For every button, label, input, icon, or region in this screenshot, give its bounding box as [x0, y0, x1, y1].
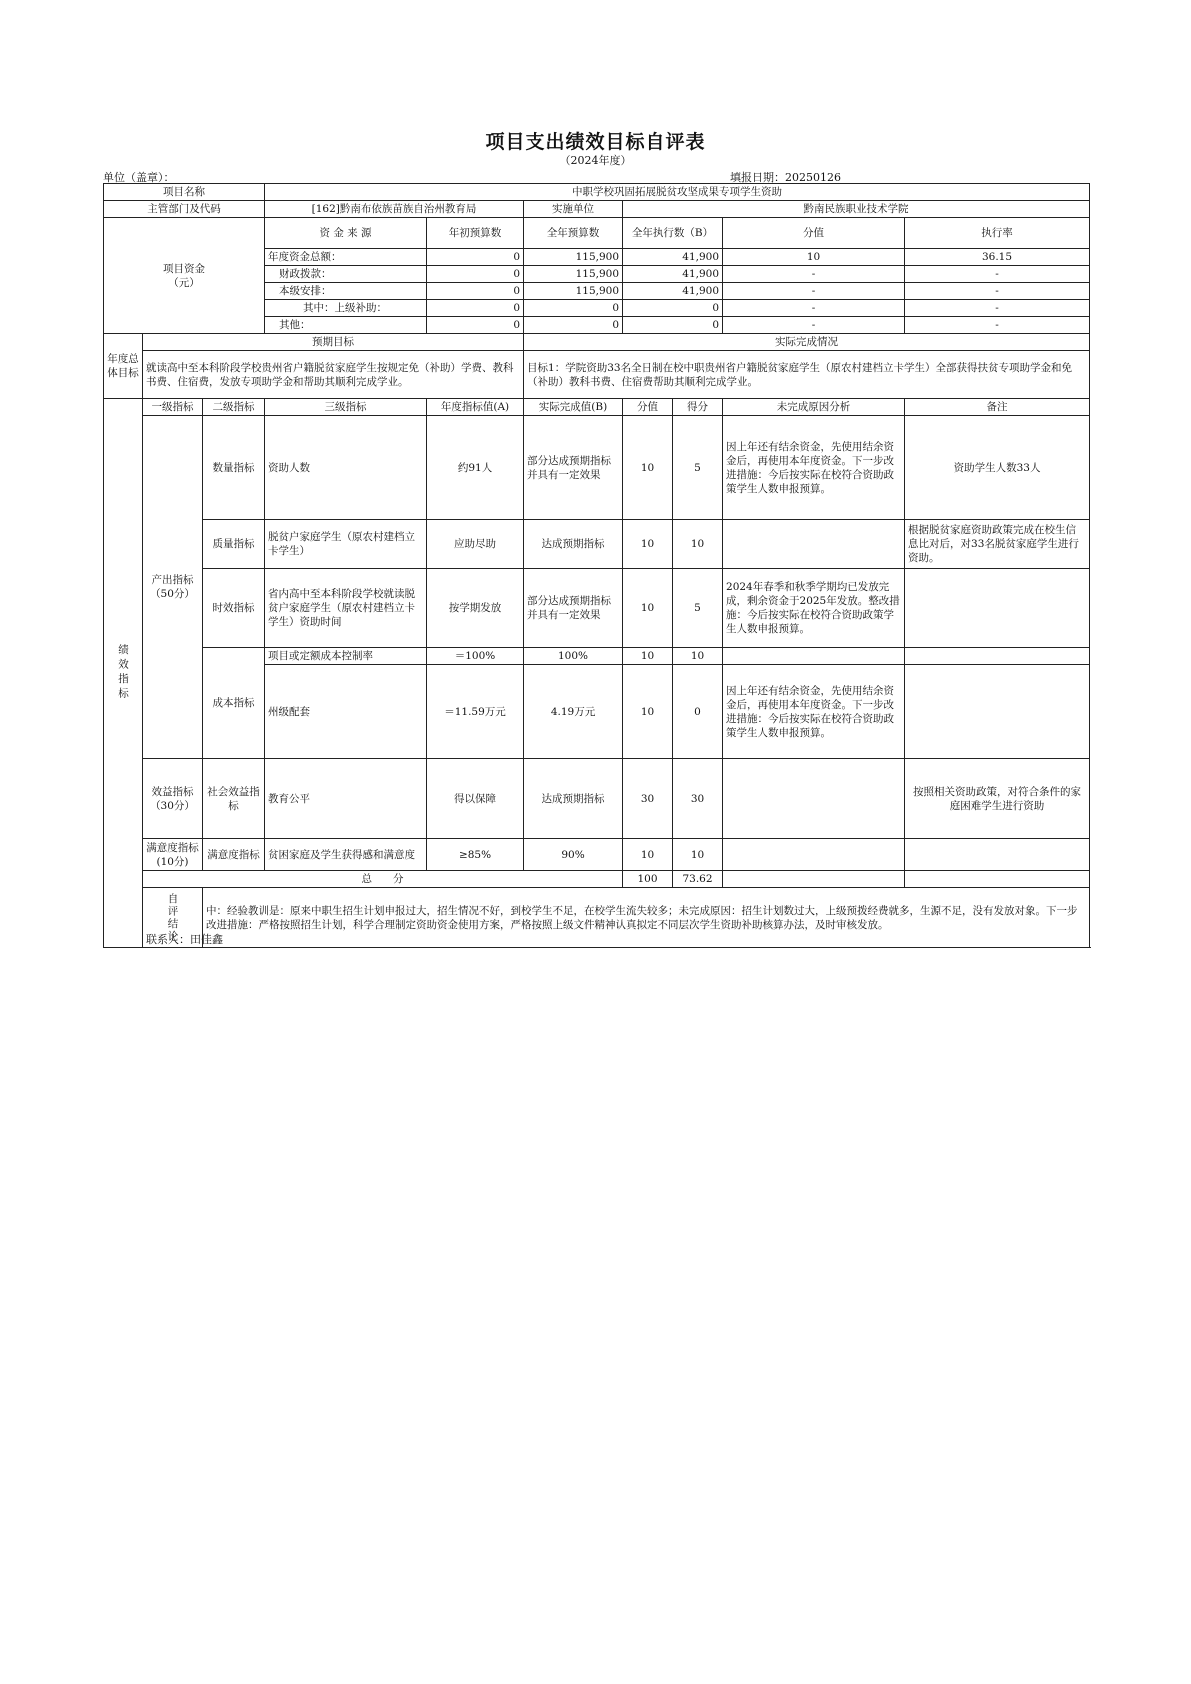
score-cell: 10	[673, 648, 723, 665]
impl-label: 实施单位	[524, 201, 623, 218]
level2-cell: 时效指标	[203, 569, 265, 648]
note-cell: 根据脱贫家庭资助政策完成在校生信息比对后，对33名脱贫家庭学生进行资助。	[905, 520, 1090, 569]
funds-score-value: 10	[723, 249, 905, 266]
dept-label: 主管部门及代码	[104, 201, 265, 218]
funds-header-annual: 全年预算数	[524, 218, 623, 249]
level2-cell: 社会效益指标	[203, 759, 265, 839]
funds-label	[104, 218, 265, 334]
funds-header-source: 资 金 来 源	[265, 218, 427, 249]
funds-executed: 0	[623, 300, 723, 317]
funds-score-value: -	[723, 317, 905, 334]
funds-executed: 41,900	[623, 283, 723, 300]
level2-cell: 满意度指标	[203, 839, 265, 871]
level1-output: 产出指标（50分）	[143, 416, 203, 759]
actual-cell: 100%	[524, 648, 623, 665]
indicator-row	[104, 416, 1090, 520]
total-reason-empty	[723, 871, 905, 888]
header-level1: 一级指标	[143, 399, 203, 416]
level3-cell: 项目或定额成本控制率	[265, 648, 427, 665]
target-cell: ＝100%	[427, 648, 524, 665]
reason-cell: 因上年还有结余资金，先使用结余资金后，再使用本年度资金。下一步改进措施：今后按实际在校符合资助政策学生人数申报预算。	[723, 665, 905, 759]
header-note: 备注	[905, 399, 1090, 416]
funds-annual: 115,900	[524, 266, 623, 283]
project-name-label: 项目名称	[104, 184, 265, 201]
target-cell: ＝11.59万元	[427, 665, 524, 759]
reason-cell: 因上年还有结余资金，先使用结余资金后，再使用本年度资金。下一步改进措施：今后按实际在校符合资助政策学生人数申报预算。	[723, 416, 905, 520]
funds-rate: 36.15	[905, 249, 1090, 266]
fill-date: 填报日期：20250126	[730, 171, 841, 184]
level1-satisfaction: 满意度指标(10分)	[143, 839, 203, 871]
reason-cell	[723, 520, 905, 569]
header-value: 分值	[623, 399, 673, 416]
indicator-row	[104, 520, 1090, 569]
indicator-row	[104, 569, 1090, 648]
funds-header-score-value: 分值	[723, 218, 905, 249]
level3-cell: 省内高中至本科阶段学校就读脱贫户家庭学生（原农村建档立卡学生）资助时间	[265, 569, 427, 648]
funds-rate: -	[905, 266, 1090, 283]
conclusion-text: 中：经验教训是：原来中职生招生计划申报过大，招生情况不好，到校学生不足，在校学生流失较多；未完成原因：招生计划数过大，上级预拨经费就多，生源不足，没有发放对象。下一步改进措施：严格按照招生计划，科学合理制定资助资金使用方案，严格按照上级文件精神认真拟定不同层次学生资助补助核算办法，及时审核发放。	[203, 888, 1090, 948]
funds-initial: 0	[427, 300, 524, 317]
level2-cell: 质量指标	[203, 520, 265, 569]
score-cell: 0	[673, 665, 723, 759]
self-evaluation-table	[103, 183, 1090, 948]
funds-annual: 115,900	[524, 249, 623, 266]
score-cell: 10	[673, 839, 723, 871]
funds-rate: -	[905, 300, 1090, 317]
funds-header-rate: 执行率	[905, 218, 1090, 249]
funds-header-executed: 全年执行数（B）	[623, 218, 723, 249]
note-cell	[905, 648, 1090, 665]
score-cell: 30	[673, 759, 723, 839]
annual-goal-label: 年度总体目标	[104, 334, 143, 399]
page-title: 项目支出绩效目标自评表	[485, 131, 706, 153]
header-score: 得分	[673, 399, 723, 416]
funds-source: 年度资金总额：	[265, 249, 427, 266]
funds-label-line1: 项目资金	[163, 262, 205, 275]
funds-score-value: -	[723, 283, 905, 300]
impl-value: 黔南民族职业技术学院	[623, 201, 1090, 218]
value-cell: 30	[623, 759, 673, 839]
expected-goal-header: 预期目标	[143, 334, 524, 351]
funds-executed: 41,900	[623, 266, 723, 283]
funds-source: 本级安排：	[265, 283, 427, 300]
conclusion-label-text: 自评结论	[166, 892, 179, 943]
performance-indicators-label	[104, 399, 143, 948]
funds-source: 财政拨款：	[265, 266, 427, 283]
funds-annual: 0	[524, 300, 623, 317]
target-cell: 得以保障	[427, 759, 524, 839]
indicator-row	[104, 648, 1090, 665]
header-level3: 三级指标	[265, 399, 427, 416]
reason-cell	[723, 839, 905, 871]
score-cell: 10	[673, 520, 723, 569]
funds-source: 其他：	[265, 317, 427, 334]
actual-cell: 部分达成预期指标并具有一定效果	[524, 569, 623, 648]
funds-score-value: -	[723, 300, 905, 317]
actual-cell: 达成预期指标	[524, 759, 623, 839]
level3-cell: 脱贫户家庭学生（原农村建档立卡学生）	[265, 520, 427, 569]
value-cell: 10	[623, 416, 673, 520]
level3-cell: 贫困家庭及学生获得感和满意度	[265, 839, 427, 871]
level2-cell: 数量指标	[203, 416, 265, 520]
actual-result-header: 实际完成情况	[524, 334, 1090, 351]
funds-score-value: -	[723, 266, 905, 283]
reason-cell	[723, 648, 905, 665]
header-level2: 二级指标	[203, 399, 265, 416]
actual-cell: 部分达成预期指标并具有一定效果	[524, 416, 623, 520]
level3-cell: 教育公平	[265, 759, 427, 839]
score-cell: 5	[673, 416, 723, 520]
level1-benefit: 效益指标（30分）	[143, 759, 203, 839]
header-actual: 实际完成值(B)	[524, 399, 623, 416]
indicator-row	[104, 839, 1090, 871]
level2-cost: 成本指标	[203, 648, 265, 759]
actual-result-text: 目标1：学院资助33名全日制在校中职贵州省户籍脱贫家庭学生（原农村建档立卡学生）全部获得扶贫专项助学金和免（补助）教科书费、住宿费帮助其顺利完成学业。	[524, 351, 1090, 399]
target-cell: ≥85%	[427, 839, 524, 871]
performance-indicators-text: 绩效指标	[117, 644, 129, 702]
expected-goal-text: 就读高中至本科阶段学校贵州省户籍脱贫家庭学生按规定免（补助）学费、教科书费、住宿费，发放专项助学金和帮助其顺利完成学业。	[143, 351, 524, 399]
actual-cell: 达成预期指标	[524, 520, 623, 569]
header-reason: 未完成原因分析	[723, 399, 905, 416]
funds-initial: 0	[427, 249, 524, 266]
score-cell: 5	[673, 569, 723, 648]
funds-rate: -	[905, 283, 1090, 300]
target-cell: 应助尽助	[427, 520, 524, 569]
funds-executed: 0	[623, 317, 723, 334]
total-note-empty	[905, 871, 1090, 888]
funds-initial: 0	[427, 266, 524, 283]
funds-executed: 41,900	[623, 249, 723, 266]
funds-annual: 0	[524, 317, 623, 334]
target-cell: 约91人	[427, 416, 524, 520]
value-cell: 10	[623, 839, 673, 871]
funds-label-line2: （元）	[168, 276, 200, 289]
value-cell: 10	[623, 648, 673, 665]
funds-annual: 115,900	[524, 283, 623, 300]
contact-person: 联系人：田佳鑫	[146, 933, 223, 946]
total-value: 100	[623, 871, 673, 888]
funds-source: 其中：上级补助：	[265, 300, 427, 317]
indicator-row	[104, 759, 1090, 839]
total-score: 73.62	[673, 871, 723, 888]
header-target: 年度指标值(A)	[427, 399, 524, 416]
actual-cell: 90%	[524, 839, 623, 871]
reason-cell	[723, 759, 905, 839]
target-cell: 按学期发放	[427, 569, 524, 648]
project-name: 中职学校巩固拓展脱贫攻坚成果专项学生资助	[265, 184, 1090, 201]
level3-cell: 州级配套	[265, 665, 427, 759]
report-year: （2024年度）	[559, 154, 632, 167]
unit-label: 单位（盖章）：	[103, 171, 175, 184]
actual-cell: 4.19万元	[524, 665, 623, 759]
note-cell	[905, 665, 1090, 759]
value-cell: 10	[623, 520, 673, 569]
funds-rate: -	[905, 317, 1090, 334]
level3-cell: 资助人数	[265, 416, 427, 520]
value-cell: 10	[623, 665, 673, 759]
funds-header-initial: 年初预算数	[427, 218, 524, 249]
dept-value: [162]黔南布依族苗族自治州教育局	[265, 201, 524, 218]
note-cell: 按照相关资助政策，对符合条件的家庭困难学生进行资助	[905, 759, 1090, 839]
note-cell: 资助学生人数33人	[905, 416, 1090, 520]
total-label: 总 分	[143, 871, 623, 888]
value-cell: 10	[623, 569, 673, 648]
note-cell	[905, 569, 1090, 648]
funds-initial: 0	[427, 317, 524, 334]
reason-cell: 2024年春季和秋季学期均已发放完成，剩余资金于2025年发放。整改措施：今后按实际在校符合资助政策学生人数申报预算。	[723, 569, 905, 648]
funds-initial: 0	[427, 283, 524, 300]
note-cell	[905, 839, 1090, 871]
